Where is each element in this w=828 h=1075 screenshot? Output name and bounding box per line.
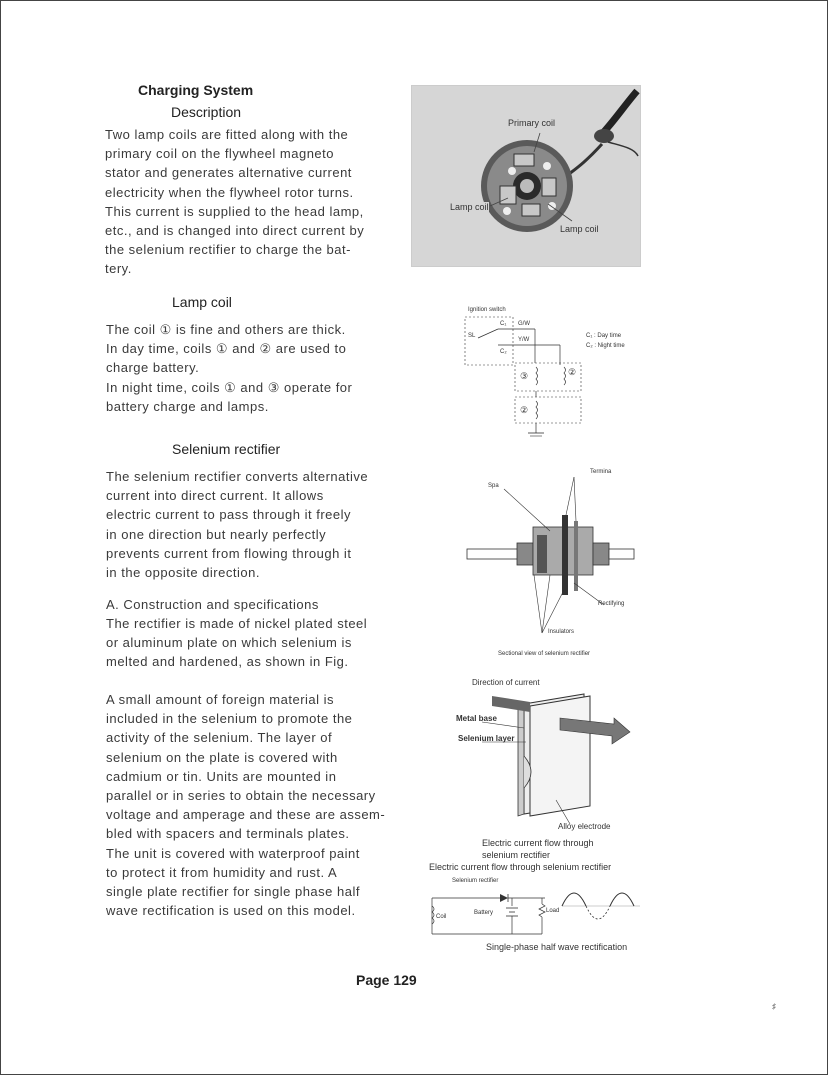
lamp-coil-right-label: Lamp coil: [560, 224, 599, 234]
text-line: tery.: [105, 261, 132, 277]
text-line: cadmium or tin. Units are mounted in: [106, 768, 337, 784]
text-line: In night time, coils ① and ③ operate for: [106, 379, 353, 395]
spacer-label: Spa: [488, 483, 499, 489]
corner-mark: ♯: [772, 1002, 776, 1011]
text-line: charge battery.: [106, 360, 200, 376]
text-line: stator and generates alternative current: [105, 165, 352, 181]
text-line: voltage and amperage and these are assem-: [106, 807, 386, 823]
lamp-coil-title: Lamp coil: [172, 294, 232, 310]
plate-drawing: [452, 676, 642, 836]
plate-caption-repeat: Electric current flow through selenium rectifier: [429, 862, 612, 872]
text-line: prevents current from flowing through it: [106, 545, 352, 561]
lamp-coil-left-label: Lamp coil: [450, 202, 489, 212]
text-line: The unit is covered with waterproof paint: [106, 845, 360, 861]
text-line: The selenium rectifier converts alternative: [106, 469, 369, 484]
sl-label: SL: [468, 333, 476, 339]
text-line: electricity when the flywheel rotor turns.: [105, 184, 354, 200]
text-line: the selenium rectifier to charge the bat-: [105, 242, 351, 258]
rectifier-sectional-view: [462, 465, 647, 660]
text-line: primary coil on the flywheel magneto: [105, 146, 334, 162]
text-line: melted and hardened, as shown in Fig.: [106, 654, 349, 670]
yw-wire-label: Y/W: [518, 337, 530, 343]
half-wave-drawing: [420, 876, 642, 944]
text-line: The rectifier is made of nickel plated steel: [106, 616, 368, 631]
text-line: to protect it from humidity and rust. A: [106, 864, 338, 880]
coil-label: Coil: [436, 914, 447, 920]
text-line: etc., and is changed into direct current by: [105, 223, 365, 239]
description-title: Description: [171, 104, 242, 120]
page-number: Page 129: [356, 972, 417, 988]
selenium-rectifier-label: Selenium rectifier: [452, 878, 499, 884]
ignition-switch-label: Ignition switch: [468, 307, 506, 313]
insulators-label: Insulators: [548, 629, 575, 635]
plate-caption-line2: selenium rectifier: [482, 850, 551, 860]
primary-coil-label: Primary coil: [508, 118, 556, 128]
half-wave-caption: Single-phase half wave rectification: [486, 942, 628, 952]
selenium-plate-figure: [452, 676, 642, 862]
text-line: in the opposite direction.: [106, 565, 260, 581]
load-label: Load: [546, 908, 560, 914]
text-line: in one direction but nearly perfectly: [106, 526, 327, 542]
text-line: included in the selenium to promote the: [106, 711, 353, 727]
text-line: current into direct current. It allows: [106, 488, 324, 504]
legend-night: C₂ : Night time: [586, 343, 625, 349]
stator-illustration: [412, 86, 640, 266]
terminal-label: Termina: [590, 469, 612, 475]
text-line: This current is supplied to the head lamp,: [105, 203, 364, 219]
lamp-coil-paragraph: [106, 320, 378, 416]
selenium-paragraph: [106, 467, 378, 582]
coil2-marker-top: ②: [568, 367, 577, 377]
foreign-material-paragraph: [106, 690, 386, 920]
text-line: battery charge and lamps.: [106, 398, 269, 414]
text-line: bled with spacers and terminals plates.: [106, 826, 350, 842]
text-line: or aluminum plate on which selenium is: [106, 635, 352, 651]
text-line: In day time, coils ① and ② are used to: [106, 341, 347, 357]
direction-of-current-label: Direction of current: [472, 678, 540, 687]
text-line: activity of the selenium. The layer of: [106, 730, 333, 746]
c2-label: C₂: [500, 349, 507, 355]
battery-label: Battery: [474, 910, 494, 916]
half-wave-rectification-figure: [420, 876, 642, 958]
c1-label: C₁: [500, 321, 507, 327]
text-line: electric current to pass through it freely: [106, 507, 351, 523]
alloy-electrode-label: Alloy electrode: [558, 822, 611, 831]
text-line: The coil ① is fine and others are thick.: [106, 322, 346, 337]
text-line: single plate rectifier for single phase half: [106, 884, 360, 900]
metal-base-label: Metal base: [456, 714, 497, 723]
text-line: parallel or in series to obtain the necessary: [106, 788, 376, 804]
text-line: A small amount of foreign material is: [106, 692, 335, 707]
rectifying-label: Rectifying: [598, 601, 625, 607]
section-heading: Charging System: [138, 82, 254, 98]
description-paragraph: [105, 125, 377, 279]
coil2-marker: ②: [520, 405, 529, 415]
selenium-layer-label: Selenium layer: [458, 734, 515, 743]
gw-wire-label: G/W: [518, 321, 530, 327]
text-line: selenium on the plate is covered with: [106, 749, 338, 765]
text-line: wave rectification is used on this model.: [106, 903, 356, 919]
sectional-caption: Sectional view of selenium rectifier: [498, 651, 591, 657]
coil3-marker: ③: [520, 371, 529, 381]
selenium-title: Selenium rectifier: [172, 441, 281, 457]
stator-photo: [411, 85, 641, 267]
circuit-lines: [460, 305, 640, 445]
text-line: Two lamp coils are fitted along with the: [105, 127, 349, 142]
construction-paragraph: [106, 614, 378, 672]
lamp-coil-circuit: [460, 305, 640, 445]
plate-caption-line1: Electric current flow through: [482, 838, 594, 848]
legend-day: C₁ : Day time: [586, 333, 622, 339]
construction-heading: A. Construction and specifications: [106, 597, 319, 612]
